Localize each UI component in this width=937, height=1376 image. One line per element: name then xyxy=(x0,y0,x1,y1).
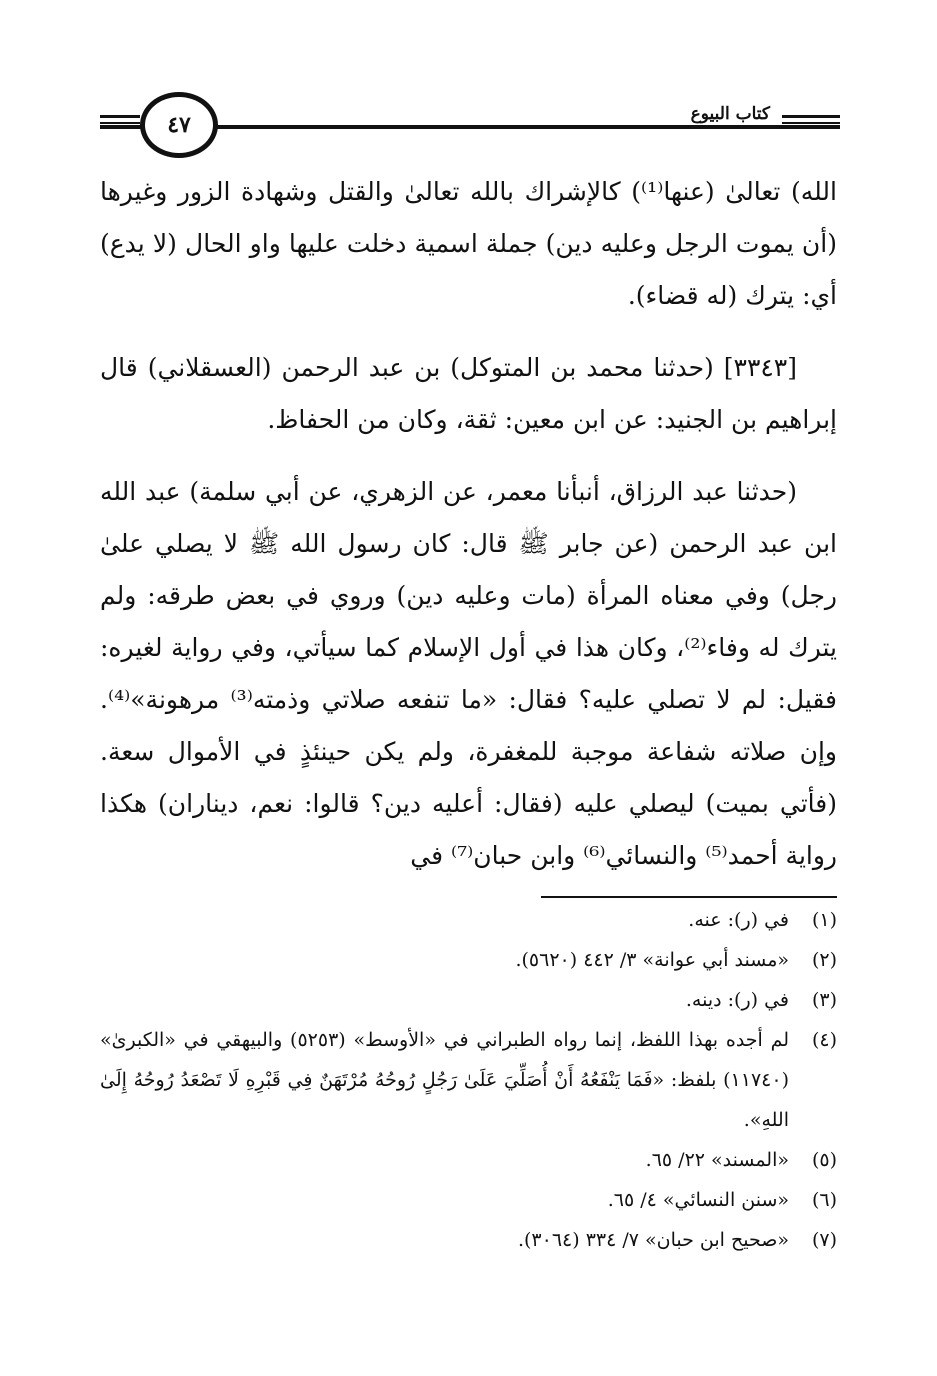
footnote-text: «سنن النسائي» ٤/ ٦٥. xyxy=(607,1189,789,1211)
footnote-text: في (ر): دينه. xyxy=(685,989,789,1011)
footnote-number: (٥) xyxy=(811,1149,837,1171)
footnote-number: (٤) xyxy=(811,1029,837,1051)
header-rule-ornament-left xyxy=(100,115,140,118)
footnote-number: (٧) xyxy=(811,1229,837,1251)
footnote-number: (١) xyxy=(811,909,837,931)
footnote-text: في (ر): عنه. xyxy=(688,909,789,931)
footnote-1 xyxy=(100,900,837,940)
page-number: ٤٧ xyxy=(167,112,191,138)
header-rule-ornament-left-2 xyxy=(100,122,140,124)
footnote-4 xyxy=(100,1020,837,1140)
paragraph-1: الله) تعالىٰ (عنها⁽¹⁾) كالإشراك بالله تعالىٰ والقتل وشهادة الزور وغيرها (أن يموت الرجل وعليه دين) جملة اسمية دخلت عليها واو الحال (لا يدع) أي: يترك (له قضاء). xyxy=(100,177,837,310)
footnotes xyxy=(100,900,837,1260)
footnote-3 xyxy=(100,980,837,1020)
footnote-text: «مسند أبي عوانة» ٣/ ٤٤٢ (٥٦٢٠). xyxy=(515,949,789,971)
running-title: كتاب البيوع xyxy=(685,104,776,124)
footnote-number: (٦) xyxy=(811,1189,837,1211)
footnote-5 xyxy=(100,1140,837,1180)
header-rule-ornament-right-2 xyxy=(782,122,840,124)
header-rule-ornament-right xyxy=(782,115,840,118)
page-number-badge xyxy=(140,92,218,158)
footnote-text: «صحيح ابن حبان» ٧/ ٣٣٤ (٣٠٦٤). xyxy=(517,1229,789,1251)
footnote-2 xyxy=(100,940,837,980)
footnote-separator xyxy=(541,896,837,898)
footnote-text: «المسند» ٢٢/ ٦٥. xyxy=(645,1149,789,1171)
footnote-7 xyxy=(100,1220,837,1260)
paragraph-3: (حدثنا عبد الرزاق، أنبأنا معمر، عن الزهري، عن أبي سلمة) عبد الله ابن عبد الرحمن (عن جابر ﷺ قال: كان رسول الله ﷺ لا يصلي علىٰ رجل) وفي معناه المرأة (مات وعليه دين) وروي في بعض طرقه: ولم يترك له وفاء⁽²⁾، وكان هذا في أول الإسلام كما سيأتي، وفي رواية لغيره: فقيل: لم لا تصلي عليه؟ فقال: «ما تنفعه صلاتي وذمته⁽³⁾ مرهونة»⁽⁴⁾. وإن صلاته شفاعة موجبة للمغفرة، ولم يكن حينئذٍ في الأموال سعة. (فأتي بميت) ليصلي عليه (فقال: أعليه دين؟ قالوا: نعم، ديناران) هكذا رواية أحمد⁽⁵⁾ والنسائي⁽⁶⁾ وابن حبان⁽⁷⁾ في xyxy=(100,477,837,870)
footnote-number: (٣) xyxy=(811,989,837,1011)
main-text xyxy=(100,166,837,882)
footnote-number: (٢) xyxy=(811,949,837,971)
page-header xyxy=(100,92,840,162)
footnote-6 xyxy=(100,1180,837,1220)
footnote-text: لم أجده بهذا اللفظ، إنما رواه الطبراني في «الأوسط» (٥٢٥٣) والبيهقي في «الكبرىٰ» (١١٧٤٠) بلفظ: «فَمَا يَنْفَعُهُ أَنْ أُصَلِّيَ عَلَىٰ رَجُلٍ رُوحُهُ مُرْتَهَنٌ فِي قَبْرِهِ لَا تَصْعَدُ رُوحُهُ إِلَىٰ اللهِ». xyxy=(100,1029,790,1131)
paragraph-2: [٣٣٤٣] (حدثنا محمد بن المتوكل) بن عبد الرحمن (العسقلاني) قال إبراهيم بن الجنيد: عن ابن معين: ثقة، وكان من الحفاظ. xyxy=(100,353,837,434)
